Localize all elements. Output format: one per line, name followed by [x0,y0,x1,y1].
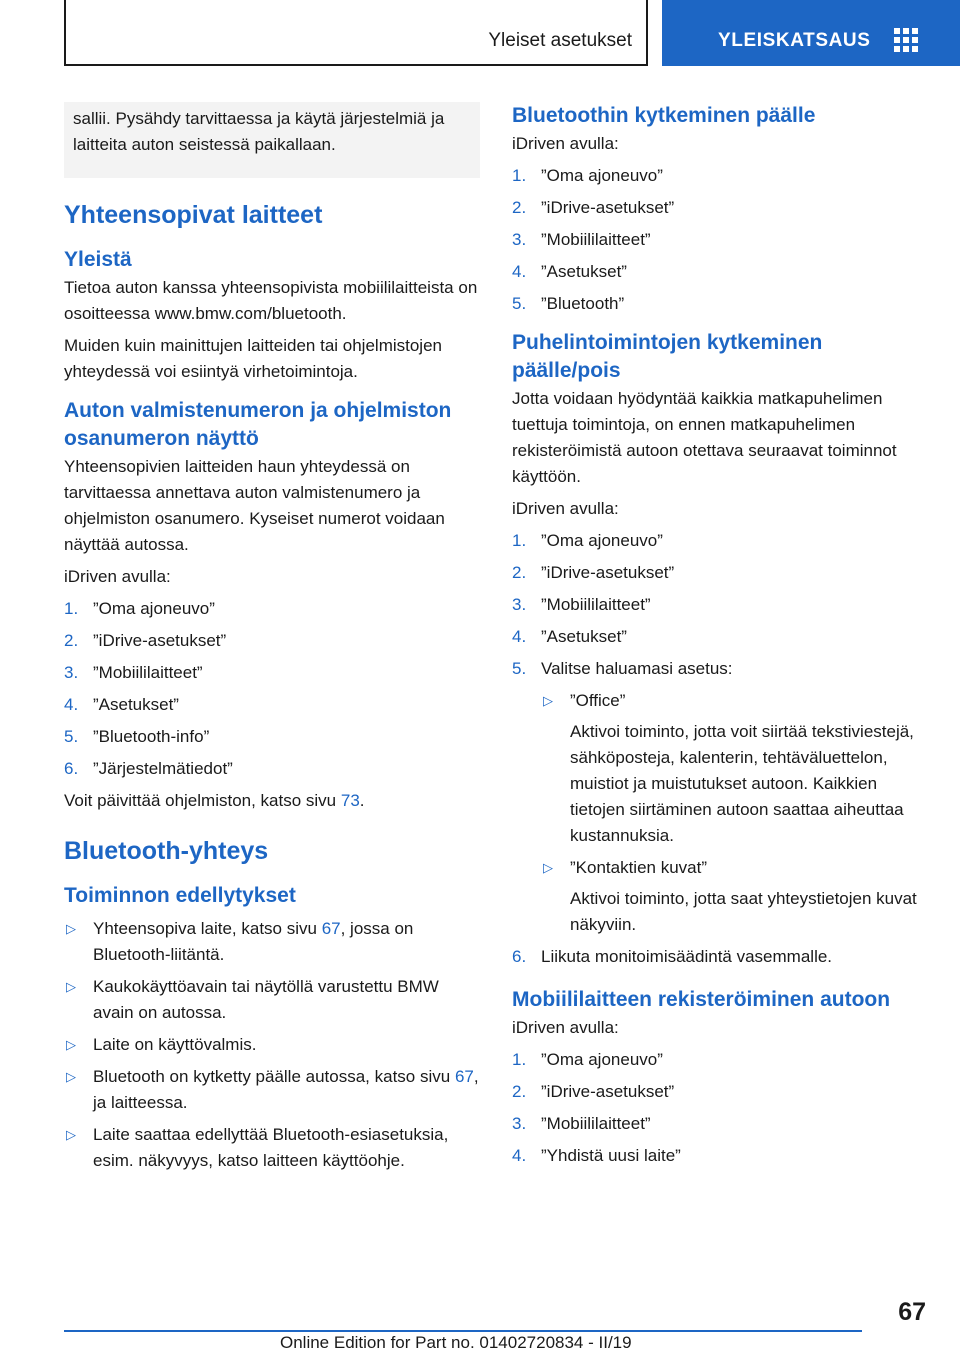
req-text: Bluetooth on kytketty päälle autossa, katso sivu [93,1067,455,1086]
heading-bluetooth: Bluetooth-yhteys [64,837,269,865]
step-number: 3. [64,663,79,682]
req-text-end: , ja laitteessa. [93,1067,479,1112]
step-number: 2. [512,563,527,582]
heading-bluetooth-on: Bluetoothin kytkeminen päälle [512,104,816,127]
step-number: 1. [512,166,527,185]
paragraph-general-2: Muiden kuin mainittujen laitteiden tai ohjelmistojen yhteydessä voi esiintyä virhetoimintoja. [64,336,442,381]
step-text: ”iDrive-asetukset” [541,198,675,217]
step-number: 2. [512,198,527,217]
list-item [64,1032,480,1058]
list-item [64,756,480,782]
list-item [541,855,926,938]
option-contacts: ”Kontaktien kuvat” [570,858,708,877]
step-number: 2. [64,631,79,650]
list-item [512,944,926,970]
step-text: ”Asetukset” [541,627,627,646]
req-text: Yhteensopiva laite, katso sivu [93,919,322,938]
footer-divider [64,1330,862,1332]
triangle-bullet-icon: ▷ [543,860,553,875]
page-link-67[interactable]: 67 [321,919,341,938]
list-item [512,1047,926,1073]
settings-options-list [541,688,926,938]
heading-compatible-devices: Yhteensopivat laitteet [64,201,323,229]
header-section-box [64,0,648,66]
note-box: sallii. Pysähdy tarvittaessa ja käytä järjestelmiä ja laitteita auton seistessä paikallaan. [64,102,480,178]
step-number: 4. [512,262,527,281]
list-item [512,528,926,554]
heading-register-device: Mobiililaitteen rekisteröiminen autoon [512,988,891,1011]
step-text: ”Mobiililaitteet” [541,1114,651,1133]
idrive-intro: iDriven avulla: [512,499,619,518]
step-text: ”Mobiililaitteet” [541,595,651,614]
step-number: 5. [512,659,527,678]
step-text: ”Bluetooth-info” [93,727,210,746]
list-item [541,688,926,849]
step-text: ”iDrive-asetukset” [93,631,227,650]
idrive-intro: iDriven avulla: [64,567,171,586]
step-number: 5. [64,727,79,746]
bluetooth-steps-list [512,163,926,317]
triangle-bullet-icon: ▷ [66,1127,76,1142]
step-text: ”Mobiililaitteet” [541,230,651,249]
step-number: 4. [512,627,527,646]
list-item [512,259,926,285]
step-number: 1. [512,1050,527,1069]
step-text: ”Bluetooth” [541,294,625,313]
step-text: ”Järjestelmätiedot” [93,759,233,778]
idrive-intro: iDriven avulla: [512,134,619,153]
step-number: 5. [512,294,527,313]
list-item [64,596,480,622]
right-column [512,102,926,1175]
list-item [64,660,480,686]
list-item [512,1079,926,1105]
step-text: ”Oma ajoneuvo” [541,1050,663,1069]
list-item [512,624,926,650]
step-number: 4. [64,695,79,714]
heading-vin: Auton valmistenumeron ja ohjelmiston osanumeron näyttö [64,399,452,450]
step-number: 1. [512,531,527,550]
list-item [512,1143,926,1169]
heading-general: Yleistä [64,248,132,271]
list-item [64,1064,480,1116]
list-item [64,692,480,718]
list-item [512,560,926,586]
triangle-bullet-icon: ▷ [66,1037,76,1052]
step-text: Liikuta monitoimisäädintä vasemmalle. [541,947,833,966]
page-link-73[interactable]: 73 [340,791,360,810]
step-text: ”Yhdistä uusi laite” [541,1146,681,1165]
step-text: ”Asetukset” [541,262,627,281]
edition-note: Online Edition for Part no. 01402720834 - II/19 [280,1333,632,1352]
section-title: Yleiset asetukset [488,30,632,51]
left-column [64,102,480,1180]
register-steps-list [512,1047,926,1169]
step-text: ”Mobiililaitteet” [93,663,203,682]
step-number: 6. [64,759,79,778]
overview-tab-label: YLEISKATSAUS [718,30,871,51]
requirements-list [64,916,480,1174]
step-number: 3. [512,595,527,614]
phone-steps-list [512,528,926,970]
step-text: ”Oma ajoneuvo” [541,531,663,550]
step-number: 3. [512,1114,527,1133]
list-item [512,227,926,253]
step-text: ”iDrive-asetukset” [541,1082,675,1101]
triangle-bullet-icon: ▷ [66,979,76,994]
heading-phone-functions: Puhelintoimintojen kytkeminen päälle/pois [512,331,823,382]
list-item [512,291,926,317]
list-item [512,163,926,189]
list-item [512,592,926,618]
step-number: 4. [512,1146,527,1165]
triangle-bullet-icon: ▷ [543,693,553,708]
step-number: 2. [512,1082,527,1101]
list-item [64,974,480,1026]
update-text: Voit päivittää ohjelmiston, katso sivu [64,791,341,810]
triangle-bullet-icon: ▷ [66,921,76,936]
overview-tab[interactable] [662,0,960,66]
step-number: 6. [512,947,527,966]
update-text-end: . [359,791,365,810]
paragraph-general-1: Tietoa auton kanssa yhteensopivista mobiililaitteista on osoitteessa www.bmw.com/bluetooth. [64,278,478,323]
step-text: ”Oma ajoneuvo” [541,166,663,185]
list-item [64,916,480,968]
paragraph-update [64,788,480,814]
page-number: 67 [898,1298,926,1326]
list-item [64,1122,480,1174]
list-item [64,724,480,750]
list-item [512,656,926,938]
option-contacts-desc: Aktivoi toiminto, jotta saat yhteystietojen kuvat näkyviin. [570,889,917,934]
triangle-bullet-icon: ▷ [66,1069,76,1084]
step-number: 1. [64,599,79,618]
list-item [512,1111,926,1137]
idrive-intro: iDriven avulla: [512,1018,619,1037]
req-text: Laite on käyttövalmis. [93,1035,257,1054]
req-text-end: , jossa on Bluetooth-liitäntä. [93,919,414,964]
step-number: 3. [512,230,527,249]
list-item [512,195,926,221]
step-text: ”Oma ajoneuvo” [93,599,215,618]
paragraph-phone: Jotta voidaan hyödyntää kaikkia matkapuhelimen tuettuja toimintoja, on ennen matkapuhelimen rekisteröimistä autoon otettava seuraavat toiminnot käyttöön. [512,389,897,486]
option-office-desc: Aktivoi toiminto, jotta voit siirtää tekstiviestejä, sähköposteja, kalenterin, tehtäväluettelon, muistiot ja muistutukset autoon. Kaikkien tietojen siirtäminen autoon saattaa aiheuttaa kustannuksia. [570,722,914,845]
step-text: ”Asetukset” [93,695,179,714]
heading-requirements: Toiminnon edellytykset [64,884,296,907]
paragraph-vin: Yhteensopivien laitteiden haun yhteydessä on tarvittaessa annettava auton valmistenumero ja ohjelmiston osanumero. Kyseiset numerot voidaan näyttää autossa. [64,457,445,554]
req-text: Kaukokäyttöavain tai näytöllä varustettu BMW avain on autossa. [93,977,439,1022]
option-office: ”Office” [570,691,626,710]
step-text: ”iDrive-asetukset” [541,563,675,582]
grid-icon [894,28,918,52]
page-link-67[interactable]: 67 [454,1067,474,1086]
list-item [64,628,480,654]
vin-steps-list [64,596,480,782]
step-text: Valitse haluamasi asetus: [541,659,733,678]
req-text: Laite saattaa edellyttää Bluetooth-esiasetuksia, esim. näkyvyys, katso laitteen käyttöohje. [93,1125,449,1170]
